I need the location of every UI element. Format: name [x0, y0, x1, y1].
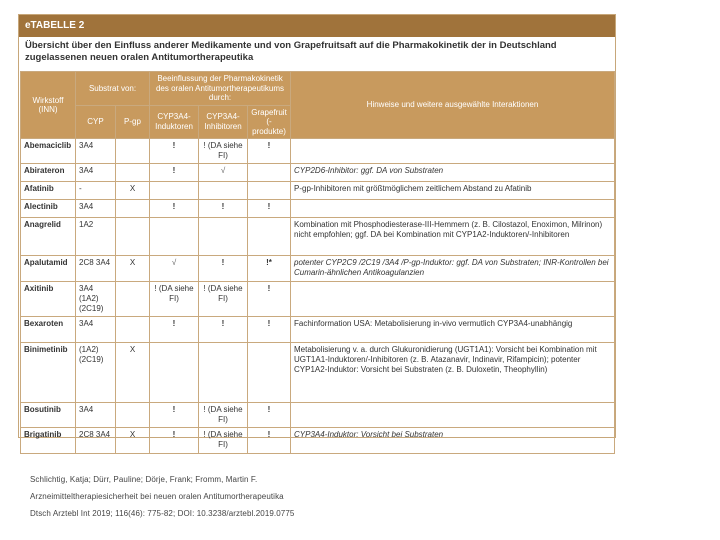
- grapefruit-cell: !: [248, 200, 291, 218]
- cyp-cell: -: [76, 182, 116, 200]
- drug-name: Binimetinib: [21, 343, 76, 403]
- header-hinweise: Hinweise und weitere ausgewählte Interaktionen: [291, 72, 615, 139]
- table-row: [21, 343, 615, 403]
- pgp-cell: [116, 200, 150, 218]
- drug-name: Anagrelid: [21, 218, 76, 256]
- header-cyp3a4-induktoren: CYP3A4-Induktoren: [150, 105, 199, 139]
- table-caption: Übersicht über den Einfluss anderer Medikamente und von Grapefruitsaft auf die Pharmakokinetik der in Deutschland zugelassenen neuen oralen Antitumortherapeutika: [25, 40, 557, 63]
- note-cell: potenter CYP2C9 /2C19 /3A4 /P-gp-Induktor: ggf. DA von Substraten; INR-Kontrollen bei Cumarin-ähnlichen Antikoagulanzien: [291, 256, 615, 282]
- table-row: [21, 256, 615, 282]
- note-cell: CYP2D6-Inhibitor: ggf. DA von Substraten: [291, 164, 615, 182]
- drug-name: Abemaciclib: [21, 139, 76, 164]
- drug-name: Afatinib: [21, 182, 76, 200]
- inducer-cell: !: [150, 164, 199, 182]
- table-row: [21, 200, 615, 218]
- inducer-cell: [150, 182, 199, 200]
- drug-name: Alectinib: [21, 200, 76, 218]
- grapefruit-cell: [248, 164, 291, 182]
- grapefruit-cell: [248, 343, 291, 403]
- inhibitor-cell: ! (DA siehe FI): [199, 282, 248, 317]
- cyp-cell: 2C8 3A4: [76, 428, 116, 454]
- pgp-cell: [116, 164, 150, 182]
- grapefruit-cell: !: [248, 282, 291, 317]
- pharmacokinetics-table: [20, 71, 615, 454]
- citation-reference: Dtsch Arztebl Int 2019; 116(46): 775-82; DOI: 10.3238/arztebl.2019.0775: [30, 509, 295, 518]
- drug-name: Bexaroten: [21, 317, 76, 343]
- pgp-cell: [116, 403, 150, 428]
- grapefruit-cell: [248, 182, 291, 200]
- drug-name: Axitinib: [21, 282, 76, 317]
- inducer-cell: [150, 343, 199, 403]
- grapefruit-cell: [248, 218, 291, 256]
- table-row: [21, 428, 615, 454]
- drug-name: Abirateron: [21, 164, 76, 182]
- pgp-cell: X: [116, 256, 150, 282]
- inhibitor-cell: [199, 182, 248, 200]
- table-row: [21, 218, 615, 256]
- inhibitor-cell: ! (DA siehe FI): [199, 428, 248, 454]
- header-wirkstoff: Wirkstoff (INN): [21, 72, 76, 139]
- note-cell: Metabolisierung v. a. durch Glukuronidierung (UGT1A1): Vorsicht bei Kombination mit UGT1A1-Induktoren/-Inhibitoren (z. B. Atazanavir, Indinavir, Rifampicin); potenter CYP1A2-Induktor: Vorsicht bei Substraten (z. B. Duloxetin, Theophyllin): [291, 343, 615, 403]
- drug-name: Brigatinib: [21, 428, 76, 454]
- header-grapefruit: Grapefruit (-produkte): [248, 105, 291, 139]
- pgp-cell: X: [116, 343, 150, 403]
- grapefruit-cell: !: [248, 428, 291, 454]
- pgp-cell: [116, 139, 150, 164]
- cyp-cell: 3A4: [76, 200, 116, 218]
- inhibitor-cell: ! (DA siehe FI): [199, 403, 248, 428]
- grapefruit-cell: !: [248, 139, 291, 164]
- drug-name: Bosutinib: [21, 403, 76, 428]
- pgp-cell: X: [116, 182, 150, 200]
- inducer-cell: !: [150, 139, 199, 164]
- table-row: [21, 164, 615, 182]
- table-row: [21, 282, 615, 317]
- cyp-cell: 3A4: [76, 317, 116, 343]
- table-figure: [18, 14, 616, 449]
- note-cell: [291, 200, 615, 218]
- inducer-cell: √: [150, 256, 199, 282]
- inducer-cell: !: [150, 428, 199, 454]
- grapefruit-cell: !: [248, 403, 291, 428]
- inhibitor-cell: [199, 218, 248, 256]
- inhibitor-cell: √: [199, 164, 248, 182]
- note-cell: [291, 403, 615, 428]
- table-label: eTABELLE 2: [19, 15, 615, 37]
- citation-authors: Schlichtig, Katja; Dürr, Pauline; Dörje, Frank; Fromm, Martin F.: [30, 475, 258, 484]
- header-cyp: CYP: [76, 105, 116, 139]
- inducer-cell: !: [150, 200, 199, 218]
- inducer-cell: [150, 218, 199, 256]
- pgp-cell: [116, 218, 150, 256]
- note-cell: P-gp-Inhibitoren mit größtmöglichem zeitlichem Abstand zu Afatinib: [291, 182, 615, 200]
- note-cell: [291, 139, 615, 164]
- inhibitor-cell: ! (DA siehe FI): [199, 139, 248, 164]
- header-cyp3a4-inhibitoren: CYP3A4-Inhibitoren: [199, 105, 248, 139]
- pgp-cell: X: [116, 428, 150, 454]
- drug-name: Apalutamid: [21, 256, 76, 282]
- cyp-cell: 3A4: [76, 139, 116, 164]
- citation-title: Arzneimitteltherapiesicherheit bei neuen oralen Antitumortherapeutika: [30, 492, 284, 501]
- inhibitor-cell: !: [199, 317, 248, 343]
- inhibitor-cell: !: [199, 256, 248, 282]
- note-cell: CYP3A4-Induktor: Vorsicht bei Substraten: [291, 428, 615, 454]
- header-beeinflussung: Beeinflussung der Pharmakokinetik des oralen Antitumortherapeutikums durch:: [150, 72, 291, 106]
- cyp-cell: 3A4: [76, 164, 116, 182]
- pgp-cell: [116, 282, 150, 317]
- inducer-cell: !: [150, 403, 199, 428]
- note-cell: Kombination mit Phosphodiesterase-III-Hemmern (z. B. Cilostazol, Enoximon, Milrinon) nicht empfohlen; ggf. DA bei Kombination mit CYP1A2-Induktoren/-Inhibitoren: [291, 218, 615, 256]
- inhibitor-cell: [199, 343, 248, 403]
- note-cell: [291, 282, 615, 317]
- header-substrat-von: Substrat von:: [76, 72, 150, 106]
- table-row: [21, 139, 615, 164]
- table-row: [21, 317, 615, 343]
- note-cell: Fachinformation USA: Metabolisierung in-vivo vermutlich CYP3A4-unabhängig: [291, 317, 615, 343]
- citation: [30, 471, 294, 522]
- cyp-cell: 3A4 (1A2) (2C19): [76, 282, 116, 317]
- table-row: [21, 403, 615, 428]
- inhibitor-cell: !: [199, 200, 248, 218]
- inducer-cell: !: [150, 317, 199, 343]
- grapefruit-cell: !*: [248, 256, 291, 282]
- pgp-cell: [116, 317, 150, 343]
- cyp-cell: 2C8 3A4: [76, 256, 116, 282]
- cyp-cell: (1A2) (2C19): [76, 343, 116, 403]
- grapefruit-cell: !: [248, 317, 291, 343]
- cyp-cell: 3A4: [76, 403, 116, 428]
- inducer-cell: ! (DA siehe FI): [150, 282, 199, 317]
- table-row: [21, 182, 615, 200]
- cyp-cell: 1A2: [76, 218, 116, 256]
- header-pgp: P-gp: [116, 105, 150, 139]
